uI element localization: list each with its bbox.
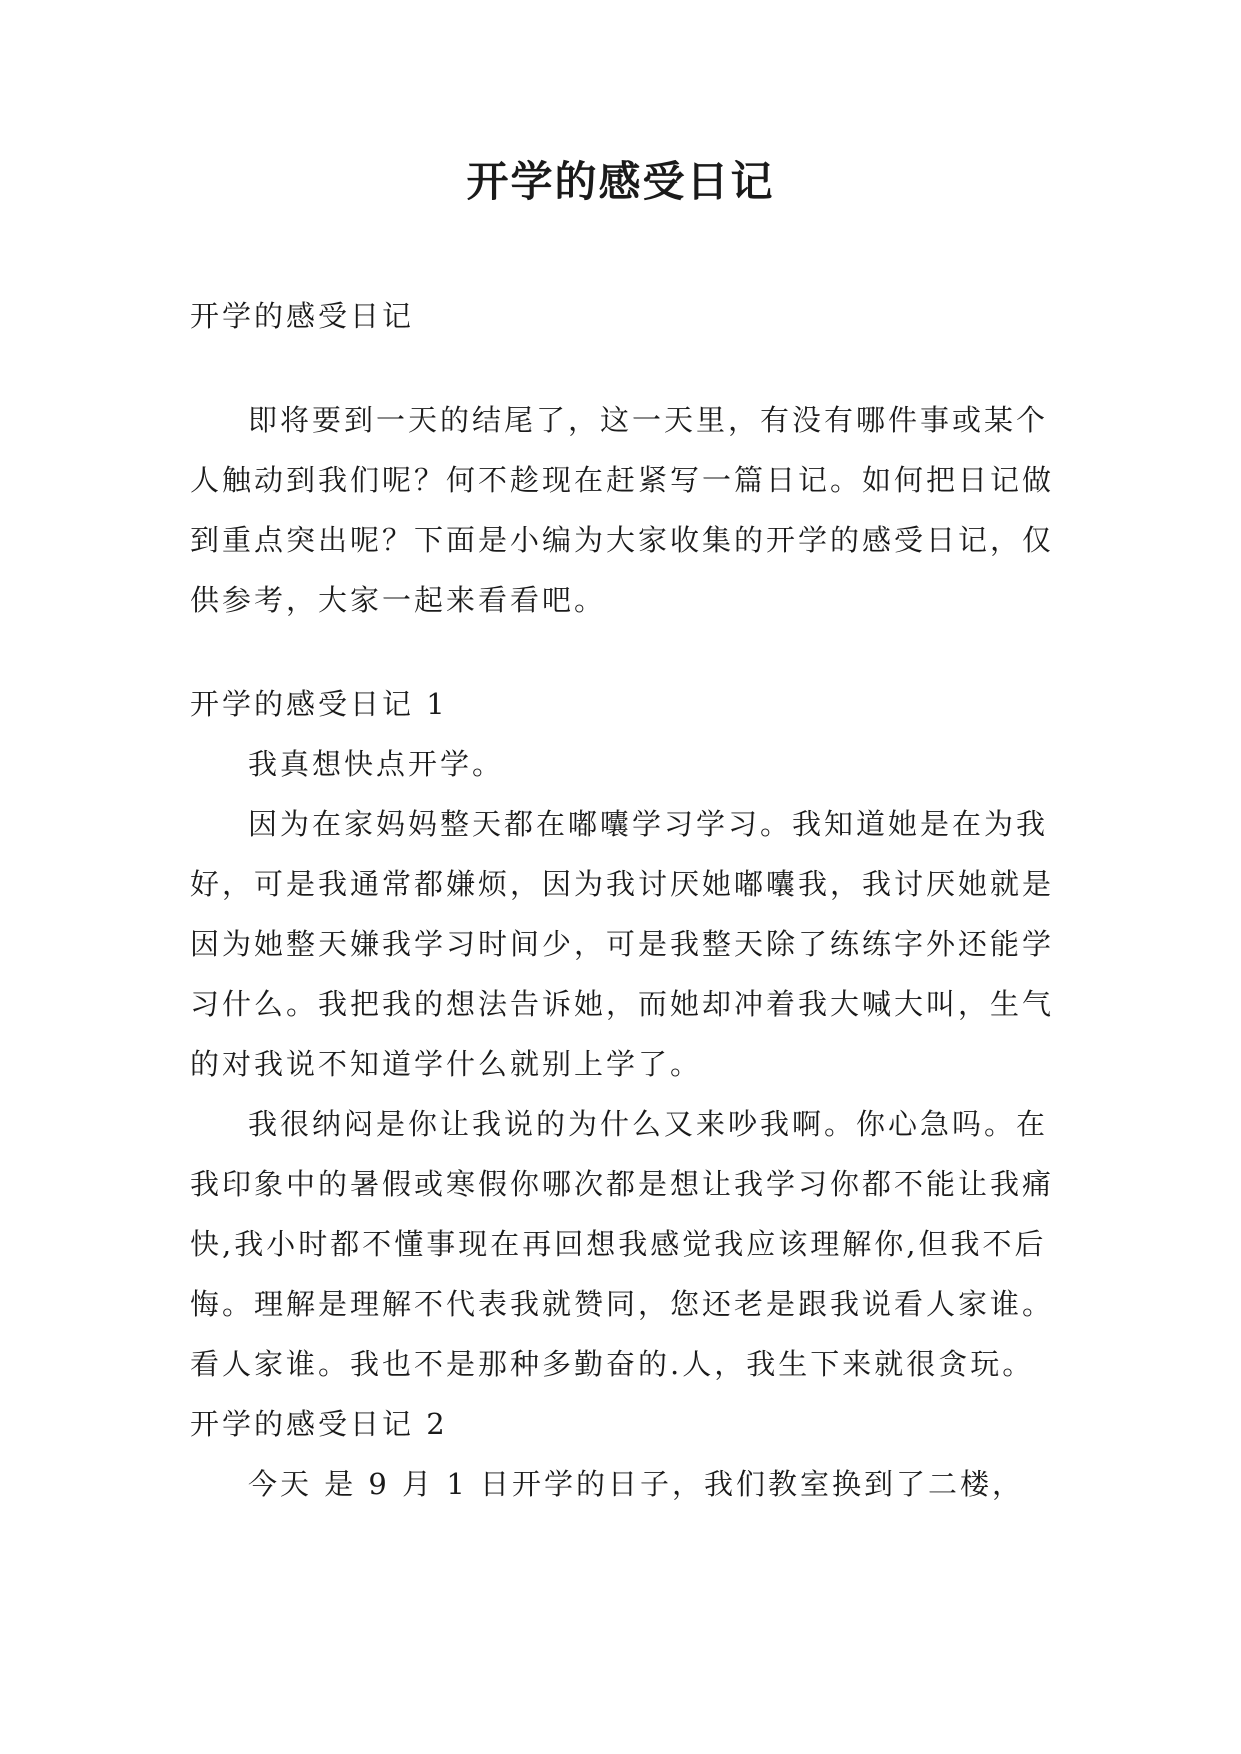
entry-1-paragraph: 我很纳闷是你让我说的为什么又来吵我啊。你心急吗。在我印象中的暑假或寒假你哪次都是想让我学习你都不能让我痛快,我小时都不懂事现在再回想我感觉我应该理解你,但我不后悔。理解是理解不代表我就赞同，您还老是跟我说看人家谁。看人家谁。我也不是那种多勤奋的.人，我生下来就很贪玩。 xyxy=(190,1107,1055,1381)
intro-paragraph: 即将要到一天的结尾了，这一天里，有没有哪件事或某个人触动到我们呢？何不趁现在赶紧写一篇日记。如何把日记做到重点突出呢？下面是小编为大家收集的开学的感受日记，仅供参考，大家一起来看看吧。 xyxy=(190,403,1055,617)
entry-1-heading: 开学的感受日记 1 xyxy=(190,687,448,721)
entry-2-paragraph: 今天 是 9 月 1 日开学的日子，我们教室换到了二楼， xyxy=(248,1467,1024,1501)
entry-1-paragraph: 因为在家妈妈整天都在嘟囔学习学习。我知道她是在为我好，可是我通常都嫌烦，因为我讨厌她嘟囔我，我讨厌她就是因为她整天嫌我学习时间少，可是我整天除了练练字外还能学习什么。我把我的想法告诉她，而她却冲着我大喊大叫，生气的对我说不知道学什么就别上学了。 xyxy=(190,807,1055,1081)
entry-2-heading: 开学的感受日记 2 xyxy=(190,1407,448,1441)
entry-1-paragraph: 我真想快点开学。 xyxy=(248,747,505,781)
document-title: 开学的感受日记 xyxy=(466,157,775,206)
document-body xyxy=(190,286,1060,1514)
document-subtitle: 开学的感受日记 xyxy=(190,299,415,333)
